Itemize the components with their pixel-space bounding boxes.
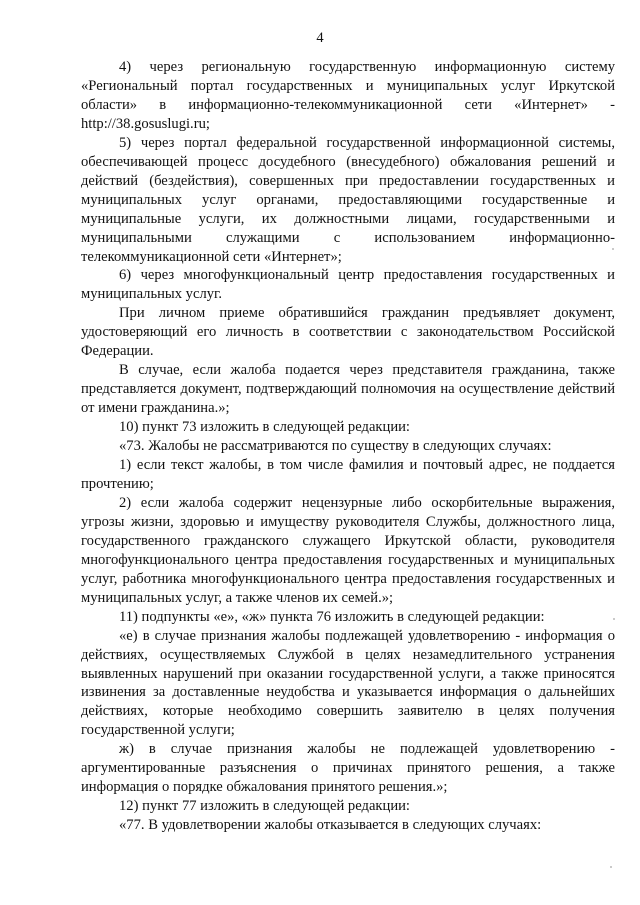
paragraph-amendment-10: 10) пункт 73 изложить в следующей редакции: — [119, 419, 410, 436]
paragraph-clause-73: «73. Жалобы не рассматриваются по существу в следующих случаях: — [119, 438, 552, 455]
scan-speck — [610, 866, 612, 868]
scan-speck — [613, 618, 615, 620]
paragraph-item-5: 5) через портал федеральной государственной информационной системы, обеспечивающей процесс досудебного (внесудебного) обжалования решений и действий (бездействия), совершенных при предоставлении государственных и муниципальных услуг органами, предоставляющими государственные и муниципальные услуги, их должностными лицами, государственными и муниципальными служащими с использованием информационно-телекоммуникационной сети «Интернет»; — [81, 134, 615, 265]
page-number: 4 — [316, 30, 324, 46]
scan-speck — [612, 248, 614, 250]
document-body — [81, 58, 615, 835]
paragraph-subclause-zh: ж) в случае признания жалобы не подлежащей удовлетворению - аргументированные разъяснения о причинах принятого решения, а также информация о порядке обжалования принятого решения.»; — [81, 741, 615, 796]
paragraph-item-4: 4) через региональную государственную информационную систему «Региональный портал государственных и муниципальных услуг Иркутской области» в информационно-телекоммуникационной сети «Интернет» - http://38.gosuslugi.ru; — [81, 59, 615, 132]
paragraph-subclause-e: «е) в случае признания жалобы подлежащей удовлетворению - информация о действиях, осуществляемых Службой в целях незамедлительного устранения выявленных нарушений при оказании государственной услуги, а также приносятся извинения за доставленные неудобства и указывается информация о дальнейших действиях, которые необходимо совершить заявителю в целях получения государственной услуги; — [81, 627, 615, 739]
paragraph-clause-73-item-1: 1) если текст жалобы, в том числе фамилия и почтовый адрес, не поддается прочтению; — [81, 457, 615, 492]
paragraph-clause-73-item-2: 2) если жалоба содержит нецензурные либо оскорбительные выражения, угрозы жизни, здоровью и имуществу руководителя Службы, должностного лица, государственного гражданского служащего Иркутской области, руководителя многофункционального центра предоставления государственных и муниципальных услуг, работника многофункционального центра предоставления государственных и муниципальных услуг, а также членов их семей.»; — [81, 494, 615, 606]
paragraph-amendment-11: 11) подпункты «е», «ж» пункта 76 изложить в следующей редакции: — [119, 608, 545, 625]
paragraph-personal-reception: При личном приеме обратившийся гражданин предъявляет документ, удостоверяющий его личность в соответствии с законодательством Российской Федерации. — [81, 305, 615, 360]
paragraph-clause-77: «77. В удовлетворении жалобы отказывается в следующих случаях: — [119, 817, 542, 834]
paragraph-amendment-12: 12) пункт 77 изложить в следующей редакции: — [119, 798, 410, 815]
paragraph-item-6: 6) через многофункциональный центр предоставления государственных и муниципальных услуг. — [81, 267, 615, 303]
paragraph-representative: В случае, если жалоба подается через представителя гражданина, также представляется документ, подтверждающий полномочия на осуществление действий от имени гражданина.»; — [81, 362, 615, 417]
